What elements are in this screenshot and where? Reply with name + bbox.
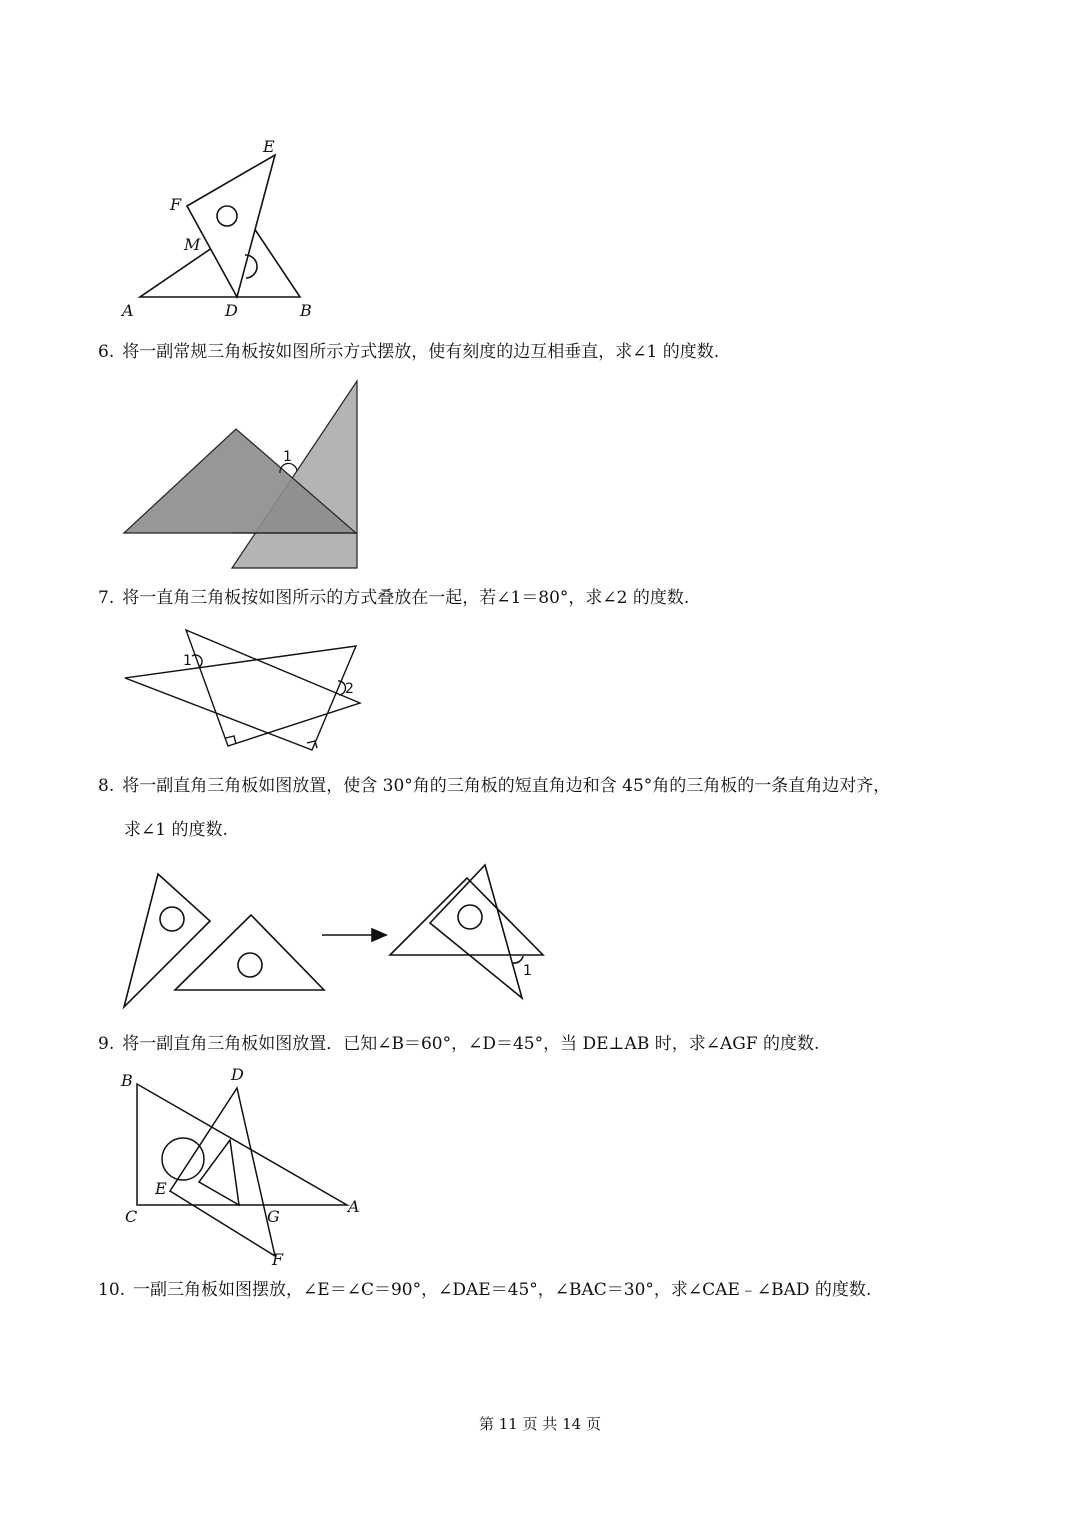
question-number: 9. bbox=[98, 1034, 115, 1054]
question-8 bbox=[98, 774, 890, 798]
figure-problem-5 bbox=[110, 130, 320, 325]
label-b: B bbox=[121, 1071, 133, 1090]
label-e: E bbox=[263, 137, 275, 156]
triangle-30-left bbox=[124, 874, 210, 1007]
question-number: 7. bbox=[98, 588, 115, 608]
label-f: F bbox=[272, 1250, 284, 1269]
question-text: 将一副常规三角板按如图所示方式摆放，使有刻度的边互相垂直，求∠1 的度数. bbox=[122, 342, 720, 362]
triangle-left bbox=[186, 630, 360, 746]
label-m: M bbox=[184, 235, 201, 254]
arrow-head-icon bbox=[372, 929, 386, 941]
label-d: D bbox=[231, 1065, 244, 1084]
figure-problem-9 bbox=[115, 1064, 370, 1269]
figure-problem-6 bbox=[120, 378, 365, 573]
triangle-45-combined bbox=[390, 878, 543, 955]
figure-problem-8 bbox=[118, 858, 558, 1018]
label-1: 1 bbox=[523, 963, 532, 979]
label-d: D bbox=[225, 301, 238, 320]
label-1: 1 bbox=[183, 653, 192, 669]
question-9 bbox=[98, 1032, 819, 1056]
question-10 bbox=[98, 1278, 871, 1302]
label-c: C bbox=[125, 1207, 138, 1226]
question-8-line2: 求∠1 的度数. bbox=[124, 820, 228, 840]
question-text: 将一副直角三角板如图放置．已知∠B＝60°，∠D＝45°，当 DE⊥AB 时，求∠AGF 的度数. bbox=[122, 1034, 820, 1054]
triangle-def bbox=[170, 1088, 275, 1256]
label-1: 1 bbox=[283, 449, 292, 465]
question-text-line1: 将一副直角三角板如图放置，使含 30°角的三角板的短直角边和含 45°角的三角板的一条直角边对齐， bbox=[122, 776, 891, 796]
right-angle-mark-2 bbox=[307, 741, 317, 748]
label-b: B bbox=[300, 301, 312, 320]
figure-problem-7 bbox=[120, 622, 370, 757]
hole-30 bbox=[160, 907, 184, 931]
label-a: A bbox=[348, 1197, 360, 1216]
question-6 bbox=[98, 340, 719, 364]
angle-1-arc bbox=[513, 956, 523, 963]
label-f: F bbox=[170, 195, 182, 214]
inner-triangle bbox=[199, 1140, 239, 1205]
hole-45 bbox=[238, 953, 262, 977]
question-number: 10. bbox=[98, 1280, 126, 1300]
hole-combined bbox=[458, 905, 482, 929]
label-2: 2 bbox=[345, 681, 354, 697]
question-text: 将一直角三角板按如图所示的方式叠放在一起，若∠1＝80°，求∠2 的度数. bbox=[122, 588, 690, 608]
question-number: 6. bbox=[98, 342, 115, 362]
label-e: E bbox=[155, 1179, 167, 1198]
hole-circle bbox=[162, 1138, 204, 1180]
question-text: 一副三角板如图摆放，∠E＝∠C＝90°，∠DAE＝45°，∠BAC＝30°，求∠CAE﹣∠BAD 的度数. bbox=[133, 1280, 872, 1300]
label-a: A bbox=[122, 301, 134, 320]
question-number: 8. bbox=[98, 776, 115, 796]
page-footer: 第 11 页 共 14 页 bbox=[478, 1415, 601, 1433]
question-7 bbox=[98, 586, 689, 610]
label-g: G bbox=[267, 1207, 280, 1226]
triangle-right bbox=[125, 646, 356, 750]
triangle-30-combined bbox=[430, 865, 522, 998]
